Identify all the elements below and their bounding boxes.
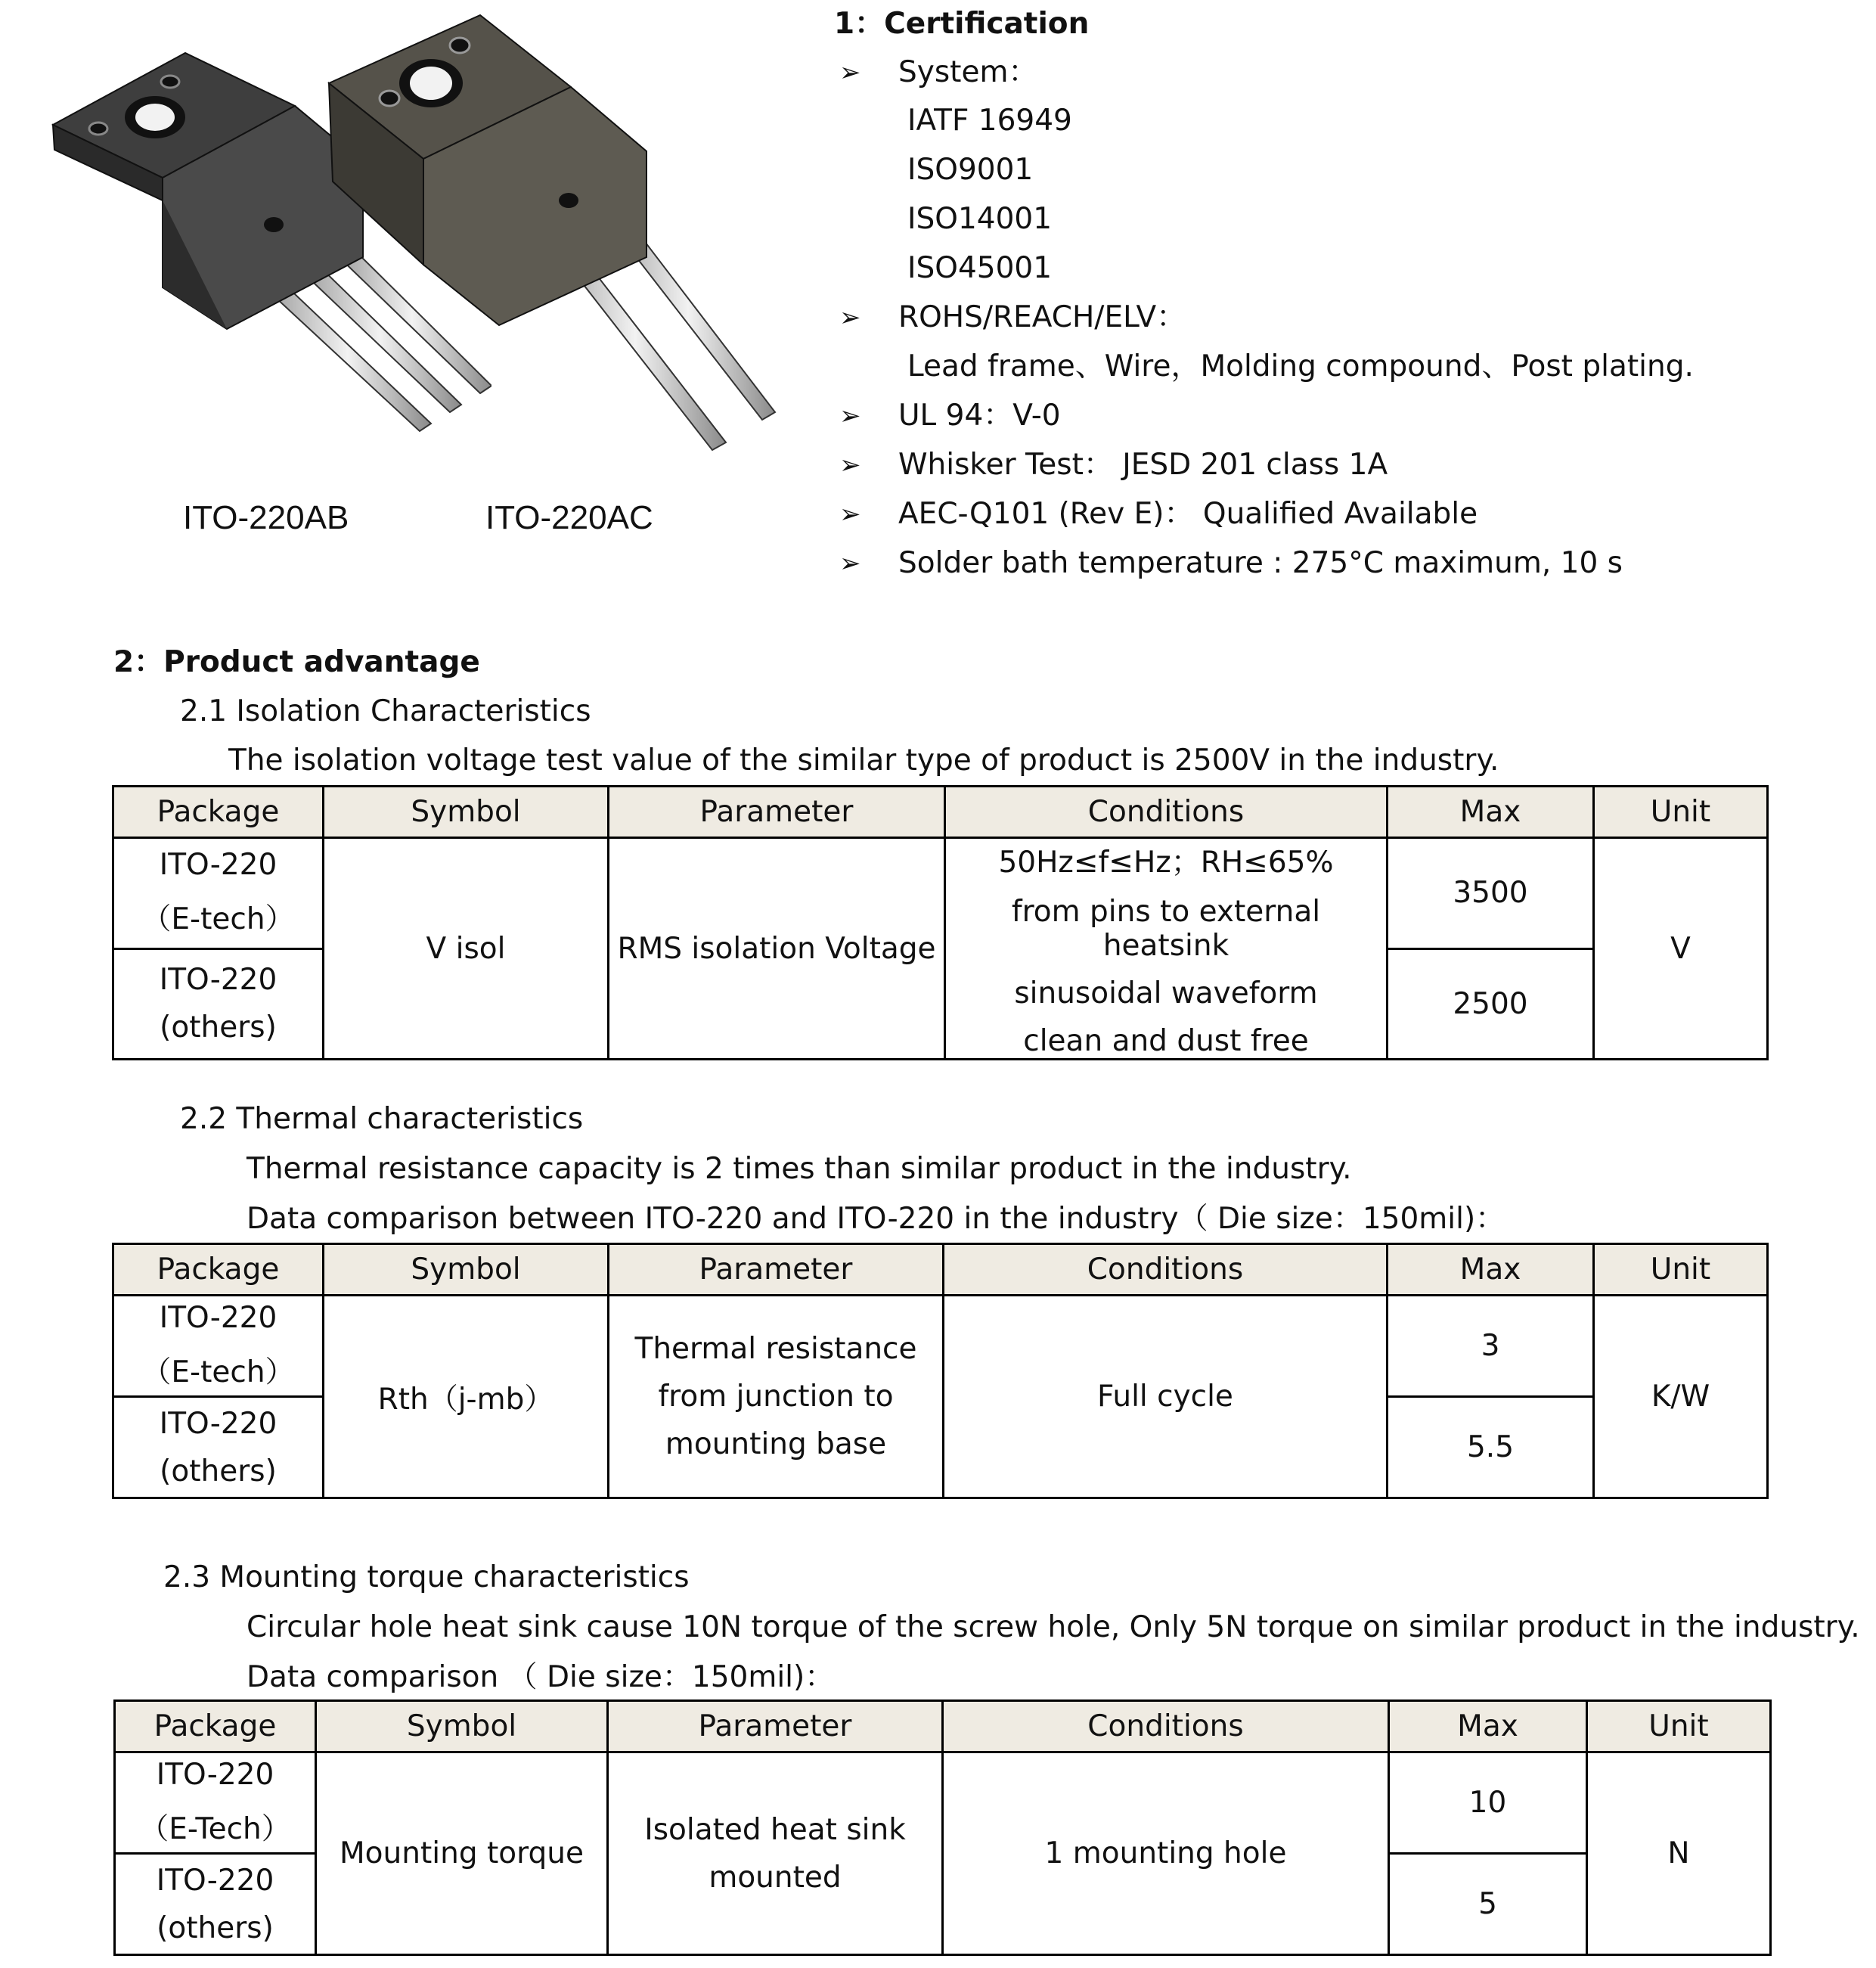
bullet-arrow-icon: ➢ (839, 499, 861, 529)
symbol-cell: Rth（j-mb） (324, 1296, 609, 1498)
cert-item-line: IATF 16949 (907, 104, 1072, 138)
table-header: Conditions (943, 1701, 1389, 1752)
parameter-line: mounting base (665, 1427, 887, 1461)
max-cell: 10 (1389, 1752, 1587, 1854)
package-cell (115, 1752, 316, 1854)
conditions-line: 1 mounting hole (1044, 1836, 1287, 1870)
section-heading: 1：Certification (834, 7, 1090, 41)
table-header: Symbol (324, 1244, 609, 1296)
parameter-line: Thermal resistance (634, 1332, 917, 1366)
subsection-note: Circular hole heat sink cause 10N torque of the screw hole, Only 5N torque on similar product in the industry. (247, 1610, 1860, 1644)
thermal-table (112, 1243, 1769, 1499)
cert-item-line: Lead frame、Wire，Molding compound、Post plating. (907, 349, 1694, 383)
conditions-line: 50Hz≤f≤Hz；RH≤65% (998, 846, 1334, 880)
conditions-line: Full cycle (1097, 1380, 1233, 1414)
table-header: Symbol (324, 787, 609, 838)
cert-item-label: Whisker Test： JESD 201 class 1A (898, 448, 1388, 482)
table-header: Package (115, 1701, 316, 1752)
package-variant: (others) (157, 1911, 274, 1945)
table-header: Parameter (609, 1244, 944, 1296)
package-name: ITO-220 (159, 1406, 278, 1441)
parameter-line: mounted (709, 1860, 842, 1895)
table-header: Parameter (609, 787, 945, 838)
table-header: Max (1388, 787, 1594, 838)
symbol-cell: V isol (324, 838, 609, 1060)
subsection-note: Data comparison （ Die size：150mil)： (247, 1660, 835, 1694)
package-name: ITO-220 (159, 848, 278, 883)
table-header: Package (113, 1244, 324, 1296)
table-header: Package (113, 787, 324, 838)
conditions-line: sinusoidal waveform (1014, 976, 1318, 1010)
subsection-note: Data comparison between ITO-220 and ITO-220 in the industry（ Die size：150mil)： (247, 1202, 1505, 1236)
package-variant: （E-tech） (141, 902, 295, 937)
max-cell: 3500 (1388, 838, 1594, 949)
section-heading: 2：Product advantage (113, 645, 480, 679)
isolation-table (112, 785, 1769, 1060)
package-cell (115, 1854, 316, 1955)
package-name: ITO-220 (156, 1863, 274, 1898)
parameter-cell (608, 1752, 943, 1955)
max-cell: 5 (1389, 1854, 1587, 1955)
bullet-arrow-icon: ➢ (839, 57, 861, 88)
table-header: Unit (1594, 787, 1768, 838)
conditions-cell (945, 838, 1388, 1060)
bullet-arrow-icon: ➢ (839, 548, 861, 579)
subsection-title: 2.1 Isolation Characteristics (180, 694, 591, 728)
unit-cell: V (1594, 838, 1768, 1060)
parameter-line: RMS isolation Voltage (617, 931, 936, 966)
table-header: Conditions (944, 1244, 1388, 1296)
conditions-cell (943, 1752, 1389, 1955)
max-cell: 3 (1388, 1296, 1594, 1397)
subsection-note: The isolation voltage test value of the similar type of product is 2500V in the industry. (228, 743, 1499, 778)
mounting-torque-table (113, 1699, 1772, 1956)
cert-item-label: System： (898, 55, 1038, 89)
cert-item-line: ISO45001 (907, 251, 1053, 285)
cert-item-label: AEC-Q101 (Rev E)： Qualified Available (898, 497, 1478, 531)
table-header: Parameter (608, 1701, 943, 1752)
table-header: Unit (1594, 1244, 1768, 1296)
cert-item-label: UL 94：V-0 (898, 399, 1061, 433)
subsection-title: 2.2 Thermal characteristics (180, 1102, 584, 1136)
table-header: Max (1388, 1244, 1594, 1296)
table-header: Conditions (945, 787, 1388, 838)
package-variant: （E-Tech） (139, 1812, 291, 1846)
unit-cell: K/W (1594, 1296, 1768, 1498)
parameter-line: from junction to (658, 1380, 894, 1414)
package-variant: （E-tech） (141, 1355, 295, 1389)
conditions-cell (944, 1296, 1388, 1498)
image-caption: ITO-220AB (183, 499, 349, 536)
max-cell: 2500 (1388, 948, 1594, 1060)
parameter-line: Isolated heat sink (644, 1812, 906, 1847)
cert-item-line: ISO9001 (907, 153, 1034, 187)
bullet-arrow-icon: ➢ (839, 450, 861, 480)
bullet-arrow-icon: ➢ (839, 401, 861, 431)
table-header: Unit (1587, 1701, 1771, 1752)
package-name: ITO-220 (156, 1758, 274, 1792)
conditions-line: from pins to external heatsink (1011, 895, 1321, 963)
package-variant: (others) (160, 1010, 277, 1045)
image-caption: ITO-220AC (485, 499, 653, 536)
bullet-arrow-icon: ➢ (839, 303, 861, 333)
cert-item-label: ROHS/REACH/ELV： (898, 300, 1186, 334)
cert-item-label: Solder bath temperature : 275°C maximum, 10 s (898, 546, 1623, 580)
unit-cell: N (1587, 1752, 1771, 1955)
ito-220ac-package-image (318, 8, 786, 454)
package-name: ITO-220 (159, 963, 278, 998)
symbol-cell: Mounting torque (316, 1752, 608, 1955)
subsection-title: 2.3 Mounting torque characteristics (163, 1560, 690, 1594)
table-header: Symbol (316, 1701, 608, 1752)
cert-item-line: ISO14001 (907, 202, 1053, 236)
parameter-cell (609, 1296, 944, 1498)
table-header: Max (1389, 1701, 1587, 1752)
package-name: ITO-220 (159, 1301, 278, 1335)
package-cell (113, 1397, 324, 1498)
package-cell (113, 1296, 324, 1397)
conditions-line: clean and dust free (1023, 1024, 1309, 1058)
package-variant: (others) (160, 1454, 277, 1488)
package-cell (113, 948, 324, 1060)
package-cell (113, 838, 324, 949)
max-cell: 5.5 (1388, 1397, 1594, 1498)
subsection-note: Thermal resistance capacity is 2 times than similar product in the industry. (247, 1152, 1352, 1186)
parameter-cell (609, 838, 945, 1060)
